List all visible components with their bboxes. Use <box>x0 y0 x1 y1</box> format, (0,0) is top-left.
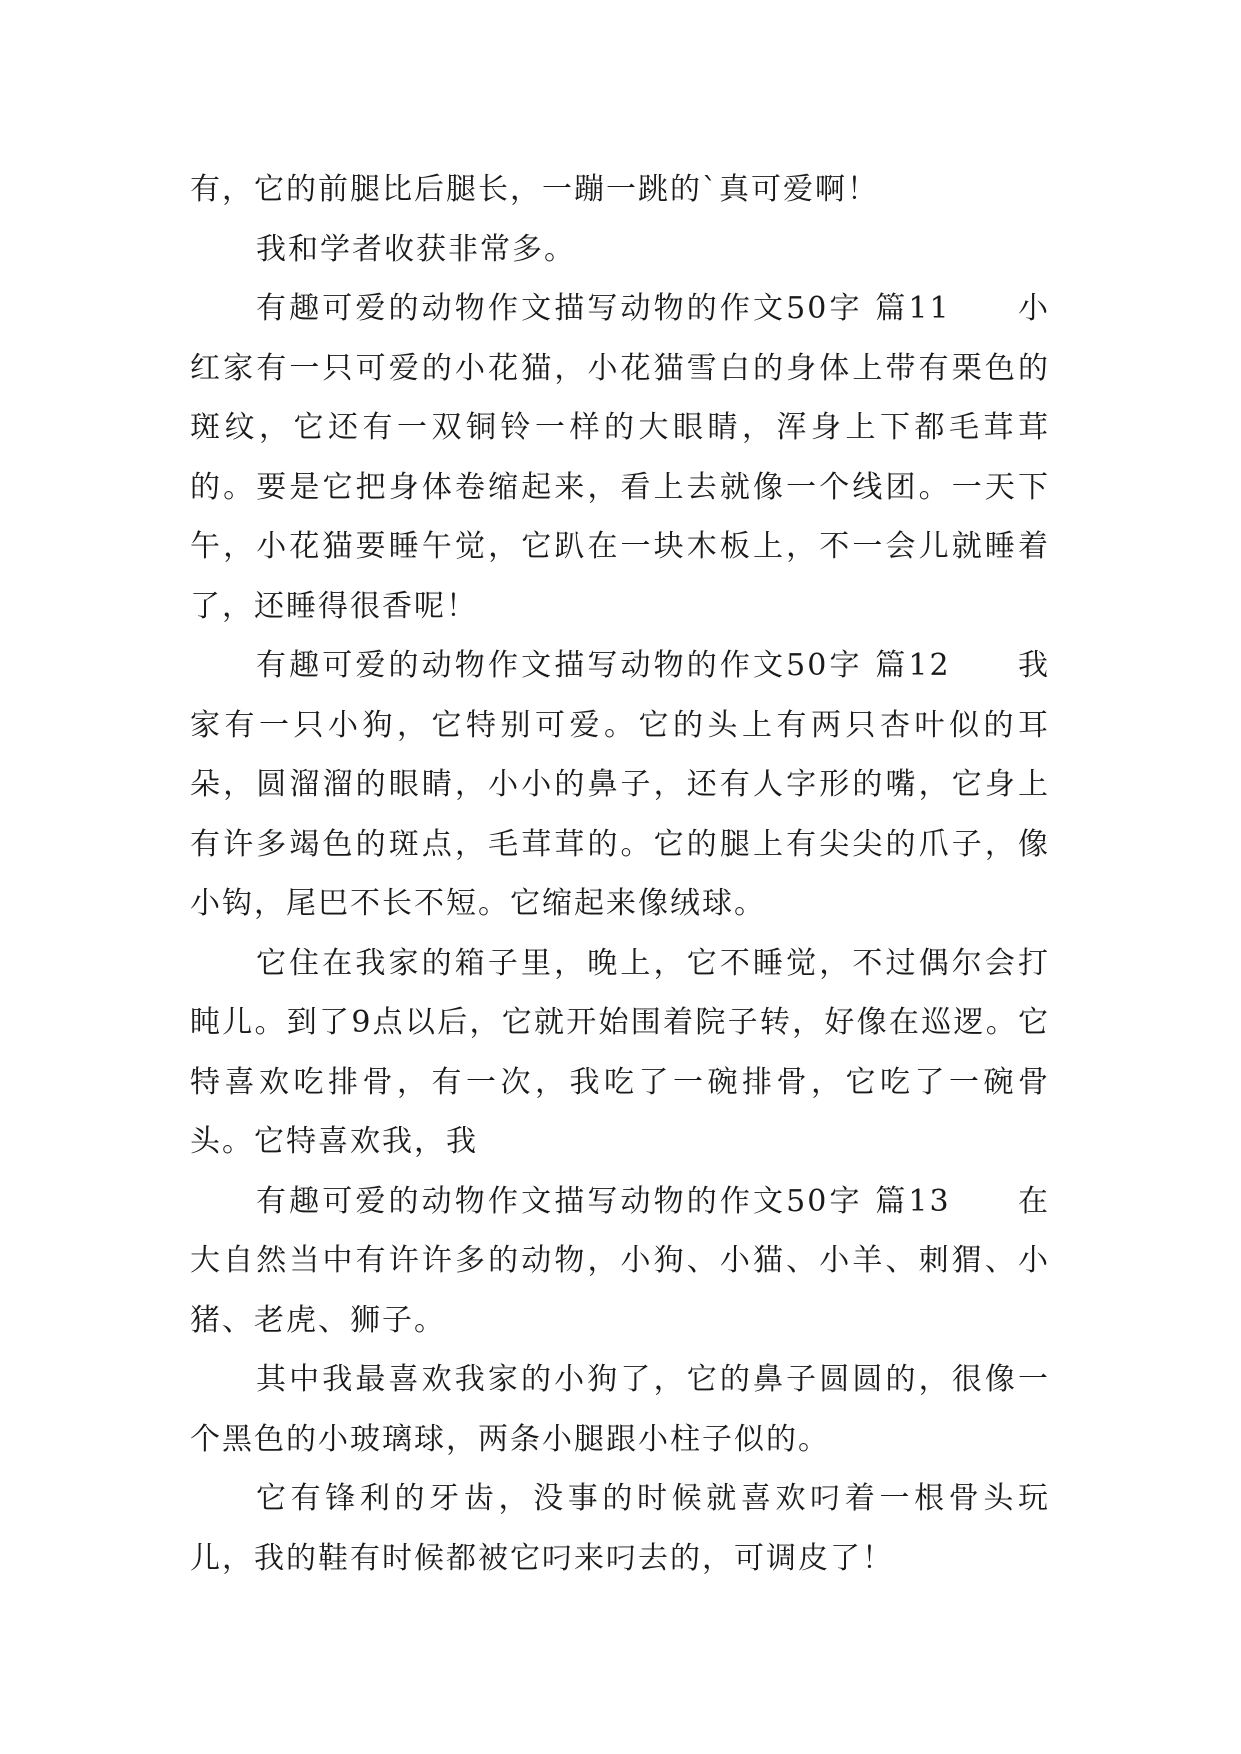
paragraph: 它住在我家的箱子里，晚上，它不睡觉，不过偶尔会打盹儿。到了9点以后，它就开始围着院子转，好像在巡逻。它特喜欢吃排骨，有一次，我吃了一碗排骨，它吃了一碗骨头。它特喜欢我，我 <box>190 945 1050 1159</box>
paragraph: 其中我最喜欢我家的小狗了，它的鼻子圆圆的，很像一个黑色的小玻璃球，两条小腿跟小柱子似的。 <box>190 1362 1050 1457</box>
paragraph: 有趣可爱的动物作文描写动物的作文50字 篇13 在大自然当中有许许多的动物，小狗、小猫、小羊、刺猬、小猪、老虎、狮子。 <box>190 1183 1050 1338</box>
paragraph: 它有锋利的牙齿，没事的时候就喜欢叼着一根骨头玩儿，我的鞋有时候都被它叼来叼去的，可调皮了！ <box>190 1481 1050 1576</box>
paragraph: 我和学者收获非常多。 <box>256 231 576 267</box>
article-body <box>190 160 1050 1588</box>
paragraph: 有趣可爱的动物作文描写动物的作文50字 篇11 小红家有一只可爱的小花猫，小花猫雪白的身体上带有栗色的斑纹，它还有一双铜铃一样的大眼睛，浑身上下都毛茸茸的。要是它把身体卷缩起来，看上去就像一个线团。一天下午，小花猫要睡午觉，它趴在一块木板上，不一会儿就睡着了，还睡得很香呢！ <box>190 291 1050 624</box>
paragraph: 有，它的前腿比后腿长，一蹦一跳的`真可爱啊！ <box>190 172 879 207</box>
paragraph: 有趣可爱的动物作文描写动物的作文50字 篇12 我家有一只小狗，它特别可爱。它的头上有两只杏叶似的耳朵，圆溜溜的眼睛，小小的鼻子，还有人字形的嘴，它身上有许多竭色的斑点，毛茸茸的。它的腿上有尖尖的爪子，像小钩，尾巴不长不短。它缩起来像绒球。 <box>190 648 1050 921</box>
